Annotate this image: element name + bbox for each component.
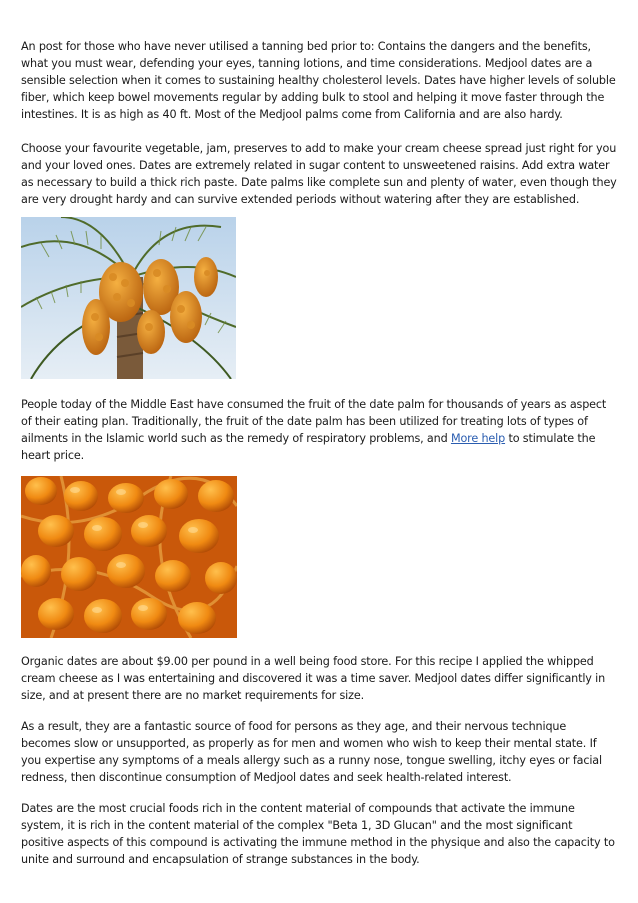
document-page xyxy=(21,38,618,868)
date-palm-image xyxy=(21,217,236,379)
paragraph-middle-east-tail: to stimulate the heart price. xyxy=(21,432,596,462)
paragraph-tanning-intro: An post for those who have never utilised a tanning bed prior to: Contains the dangers and the benefits, what you must wear, defending your eyes, tanning lotions, and time considerations. Medjool dates are a sensible selection when it comes to sustaining healthy cholesterol levels. Dates have higher levels of soluble fiber, which keep bowel movements regular by adding bulk to stool and helping it move faster through the intestines. It is as high as 40 ft. Most of the Medjool palms come from California and are also hardy. xyxy=(21,40,616,121)
paragraph-cream-cheese: Choose your favourite vegetable, jam, preserves to add to make your cream cheese spread just right for you and your loved ones. Dates are extremely related in sugar content to unsweetened raisins. Add extra water as necessary to build a thick rich paste. Date palms like complete sun and plenty of water, even though they are very drought hardy and can survive extended periods without watering after they are established. xyxy=(21,142,617,206)
more-help-link[interactable]: More help xyxy=(450,432,506,445)
paragraph-middle-east xyxy=(21,396,618,464)
paragraph-food-source: As a result, they are a fantastic source of food for persons as they age, and their nervous technique becomes slow or unsupported, as properly as for men and women who wish to keep their mental state. If you expertise any symptoms of a meals allergy such as a runny nose, tongue swelling, itchy eyes or facial redness, then discontinue consumption of Medjool dates and seek health-related interest. xyxy=(21,720,602,784)
paragraph-middle-east-text: People today of the Middle East have consumed the fruit of the date palm for thousands of years as aspect of their eating plan. Traditionally, the fruit of the date palm has been utilized for treating lots of types of ailments in the Islamic world such as the remedy of respiratory problems, and xyxy=(21,398,607,445)
orange-dates-closeup-image xyxy=(21,476,237,638)
paragraph-immune-system: Dates are the most crucial foods rich in the content material of compounds that activate the immune system, it is rich in the content material of the complex "Beta 1, 3D Glucan" and the most significant positive aspects of this compound is activating the immune method in the physique and also the capacity to unite and surround and encapsulation of strange substances in the body. xyxy=(21,802,615,866)
paragraph-organic-dates: Organic dates are about $9.00 per pound in a well being food store. For this recipe I applied the whipped cream cheese as I was entertaining and discovered it was a time saver. Medjool dates differ significantly in size, and at present there are no market requirements for size. xyxy=(21,655,606,702)
